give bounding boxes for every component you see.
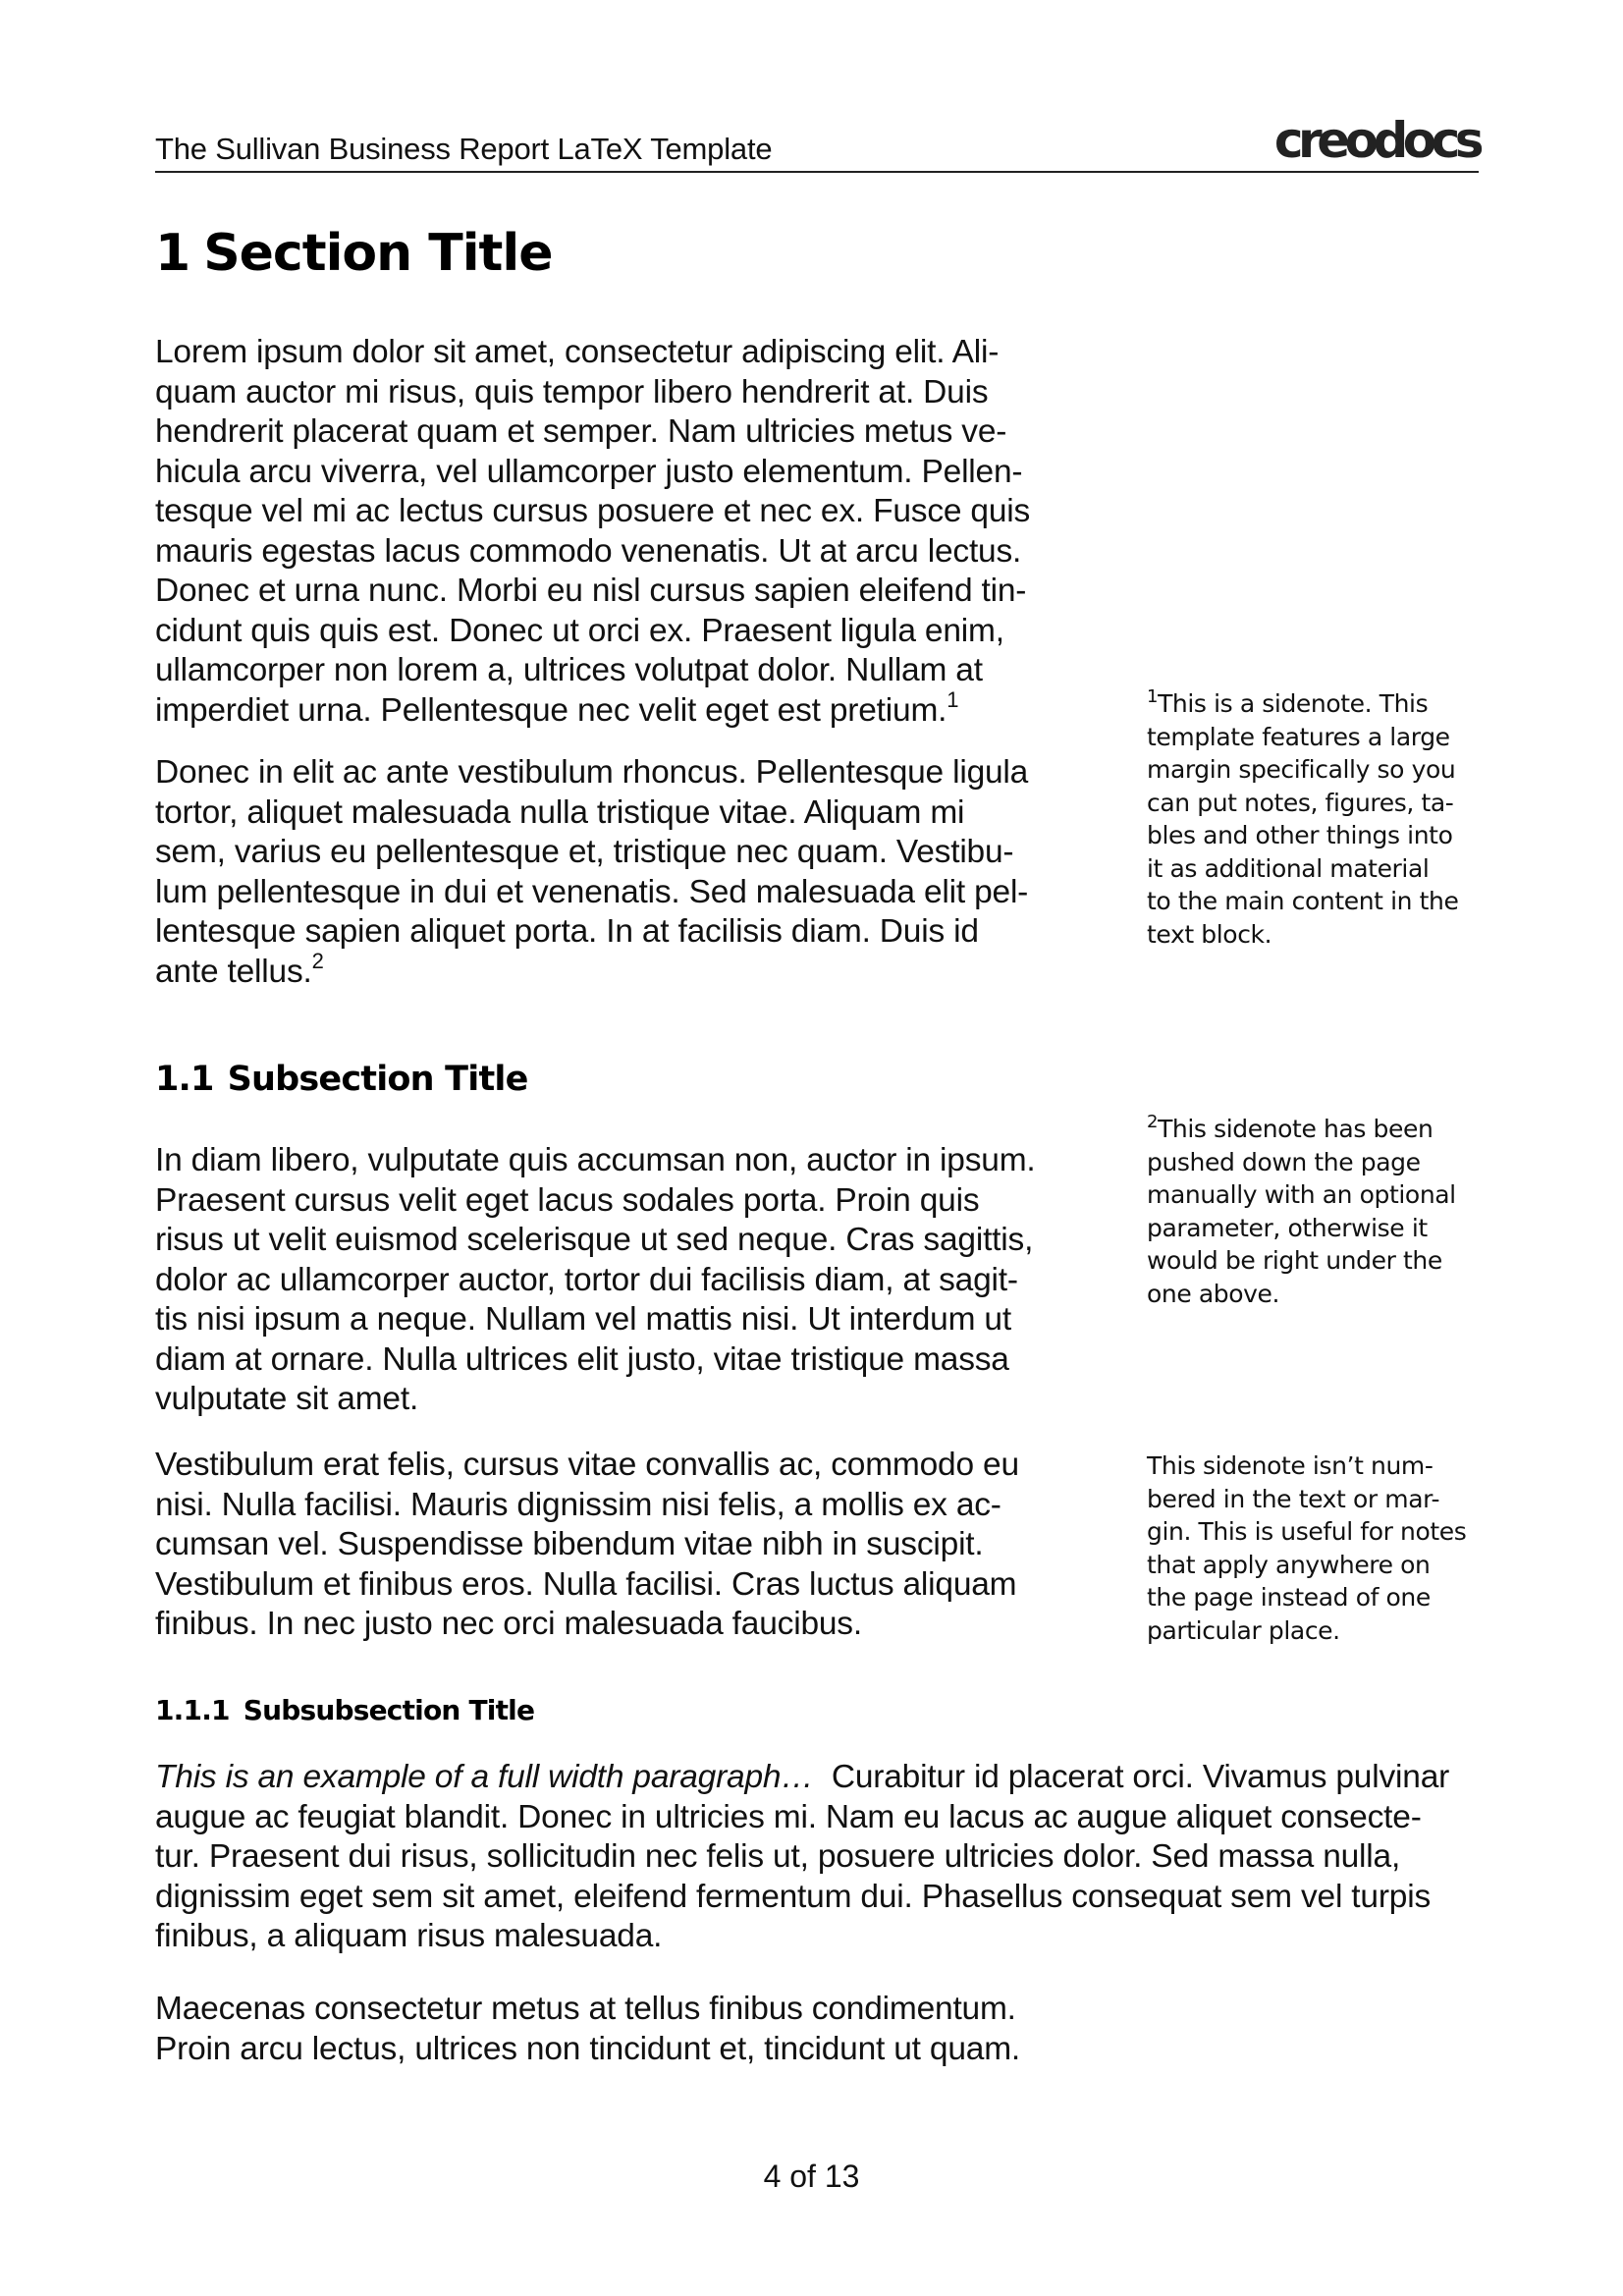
text-line: that apply anywhere on [1147,1550,1431,1579]
section-heading [155,224,553,283]
text-fragment: imperdiet urna. Pellentesque nec velit eget est pretium. [155,691,947,729]
text-line: Donec in elit ac ante vestibulum rhoncus. Pellentesque ligula [155,754,1029,791]
text-line: particular place. [1147,1615,1340,1645]
text-line: nisi. Nulla facilisi. Mauris dignissim nisi felis, a mollis ex ac- [155,1486,1001,1523]
sidenote-1 [1147,687,1481,951]
text-line: mauris egestas lacus commodo venenatis. Ut at arcu lectus. [155,532,1022,570]
text-line: bles and other things into [1147,821,1453,849]
text-line: augue ac feugiat blandit. Donec in ultricies mi. Nam eu lacus ac augue aliquet consecte- [155,1798,1422,1835]
text-line: margin specifically so you [1147,755,1456,784]
section-title: Section Title [203,224,553,283]
text-line: tesque vel mi ac lectus cursus posuere et nec ex. Fusce quis [155,493,1031,529]
full-width-paragraph [155,1758,1481,1957]
subsection-paragraph-1 [155,1141,1068,1420]
text-line: dignissim eget sem sit amet, eleifend fermentum dui. Phasellus consequat sem vel turpis [155,1878,1432,1915]
sidenote-mark: 1 [1147,686,1159,707]
text-line: finibus, a aliquam risus malesuada. [155,1918,663,1954]
text-line: This sidenote isn’t num- [1147,1451,1434,1480]
text-line: finibus. In nec justo nec orci malesuada faucibus. [155,1606,862,1642]
text-line [155,686,1068,732]
text-line: it as additional material [1147,853,1430,883]
text-line: pushed down the page [1147,1147,1421,1176]
text-line: manually with an optional [1147,1180,1456,1209]
text-line [155,1758,1481,1798]
brand-logo: creodocs [1273,112,1479,169]
text-line: cidunt quis quis est. Donec ut orci ex. Praesent ligula enim, [155,612,1004,649]
text-line: ullamcorper non lorem a, ultrices volutpat dolor. Nullam at [155,652,983,688]
text-line: to the main content in the [1147,887,1459,915]
section-paragraph-1 [155,333,1068,731]
subsubsection-heading [155,1694,535,1726]
text-line: quam auctor mi risus, quis tempor libero hendrerit at. Duis [155,373,989,410]
text-fragment: ante tellus. [155,953,312,990]
text-line: vulputate sit amet. [155,1381,419,1417]
text-line: can put notes, figures, ta- [1147,788,1454,817]
text-line: sem, varius eu pellentesque et, tristique nec quam. Vestibu- [155,834,1014,870]
footnote-mark-2[interactable]: 2 [311,948,324,973]
section-paragraph-2 [155,753,1068,992]
text-line: Lorem ipsum dolor sit amet, consectetur adipiscing elit. Ali- [155,334,1000,370]
text-line: cumsan vel. Suspendisse bibendum vitae nibh in suscipit. [155,1526,984,1562]
text-line: one above. [1147,1279,1280,1308]
text-line: the page instead of one [1147,1583,1431,1612]
text-line: Donec et urna nunc. Morbi eu nisl cursus sapien eleifend tin- [155,573,1027,609]
text-line: Maecenas consectetur metus at tellus finibus condimentum. [155,1991,1016,2027]
text-line: lum pellentesque in dui et venenatis. Sed malesuada elit pel- [155,873,1029,910]
text-line: bered in the text or mar- [1147,1484,1440,1513]
text-line: Proin arcu lectus, ultrices non tincidunt et, tincidunt ut quam. [155,2030,1021,2067]
text-line: lentesque sapien aliquet porta. In at facilisis diam. Duis id [155,913,979,950]
document-title: The Sullivan Business Report LaTeX Template [155,132,773,166]
subsection-number: 1.1 [155,1060,214,1099]
subsection-paragraph-2 [155,1446,1068,1645]
text-line: Vestibulum erat felis, cursus vitae convallis ac, commodo eu [155,1447,1019,1483]
text-fragment: This is a sidenote. This [1158,689,1429,718]
text-line: gin. This is useful for notes [1147,1517,1467,1546]
sidenote-2 [1147,1113,1481,1310]
footnote-mark-1[interactable]: 1 [947,686,959,712]
subsubsection-number: 1.1.1 [155,1694,230,1726]
subsection-heading [155,1060,528,1099]
text-line: parameter, otherwise it [1147,1213,1428,1242]
page-number: 4 of 13 [763,2159,860,2194]
page-header [155,112,1479,173]
sidenote-mark: 2 [1147,1112,1159,1132]
text-line: tis nisi ipsum a neque. Nullam vel mattis nisi. Ut interdum ut [155,1301,1011,1338]
text-line: Vestibulum et finibus eros. Nulla facilisi. Cras luctus aliquam [155,1565,1017,1603]
subsection-title: Subsection Title [227,1060,528,1099]
text-line: In diam libero, vulputate quis accumsan non, auctor in ipsum. [155,1142,1036,1178]
text-fragment: This sidenote has been [1158,1115,1434,1143]
text-line: hendrerit placerat quam et semper. Nam ultricies metus ve- [155,413,1007,450]
text-fragment: Curabitur id placerat orci. Vivamus pulvinar [831,1759,1450,1795]
text-line: diam at ornare. Nulla ultrices elit justo, vitae tristique massa [155,1340,1009,1378]
text-line [155,948,1068,993]
text-line: risus ut velit euismod scelerisque ut sed neque. Cras sagittis, [155,1222,1034,1258]
text-line [1147,1113,1481,1146]
italic-lead: This is an example of a full width paragraph… [155,1759,814,1795]
text-line: template features a large [1147,722,1450,751]
text-line: would be right under the [1147,1246,1442,1275]
section-number: 1 [155,224,190,283]
text-line: text block. [1147,919,1272,949]
text-line: tortor, aliquet malesuada nulla tristique vitae. Aliquam mi [155,793,965,831]
text-line: dolor ac ullamcorper auctor, tortor dui facilisis diam, at sagit- [155,1261,1018,1298]
sidenote-unnumbered [1147,1449,1481,1647]
text-line: hicula arcu viverra, vel ullamcorper justo elementum. Pellen- [155,453,1023,490]
text-line [1147,687,1481,721]
subsubsection-title: Subsubsection Title [243,1694,535,1726]
text-line: Praesent cursus velit eget lacus sodales porta. Proin quis [155,1181,980,1219]
text-line: tur. Praesent dui risus, sollicitudin nec felis ut, posuere ultricies dolor. Sed massa nulla, [155,1838,1401,1875]
closing-paragraph [155,1990,1068,2069]
